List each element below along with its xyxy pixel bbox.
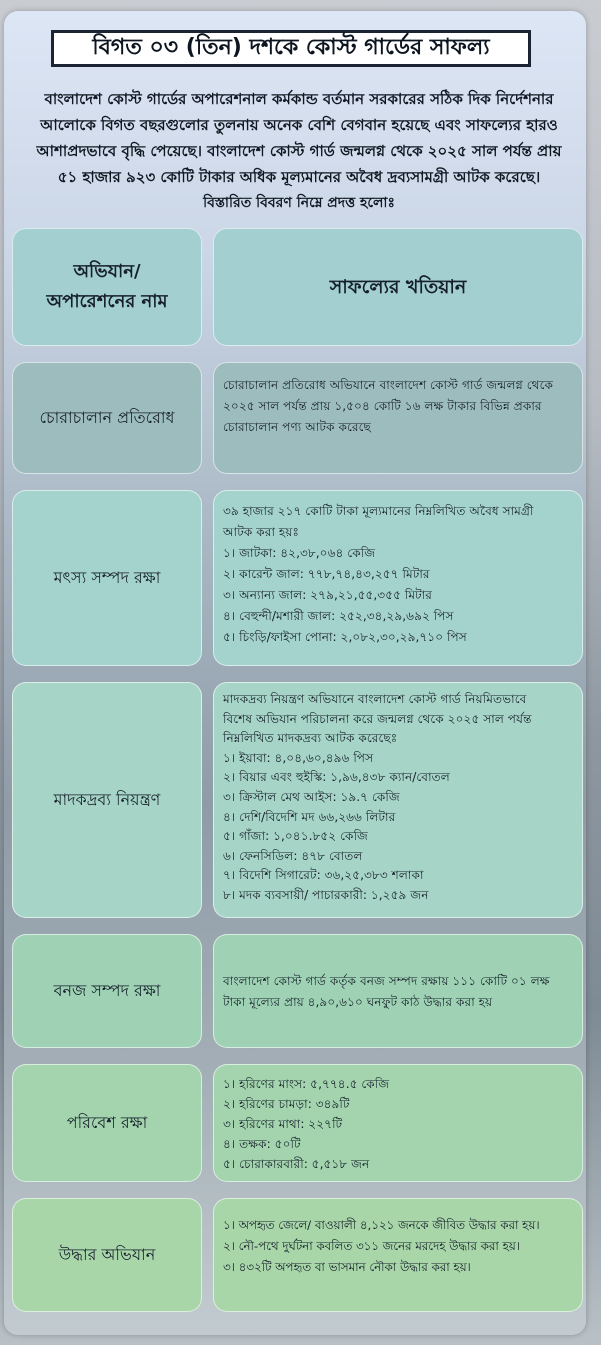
header-achievements xyxy=(213,228,583,346)
row-detail-fisheries xyxy=(213,490,583,666)
detail-line: ২। বিয়ার এবং হুইস্কি: ১,৯৬,৪৩৮ ক্যান/বোতল xyxy=(223,770,450,785)
intro-line: বিস্তারিত বিবরণ নিম্নে প্রদত্ত হলোঃ xyxy=(203,195,395,211)
detail-line: ৫। চিংড়ি/ফাইসা পোনা: ২,০৮২,৩০,২৯,৭১০ পিস xyxy=(223,630,467,644)
detail-line: ৬। ফেনসিডিল: ৪৭৮ বোতল xyxy=(223,848,363,863)
row-name-fisheries xyxy=(12,490,202,666)
detail-line: ৩। ক্রিস্টাল মেথ আইস: ১৯.৭ কেজি xyxy=(223,789,400,804)
header-operation-name xyxy=(12,228,202,346)
detail-line: চোরাচালান প্রতিরোধ অভিযানে বাংলাদেশ কোস্ট গার্ড জন্মলগ্ন থেকে xyxy=(223,378,553,392)
row-name-label: পরিবেশ রক্ষা xyxy=(66,1112,148,1132)
detail-line: বিশেষ অভিযান পরিচালনা করে জন্মলগ্ন থেকে ২০২৫ সাল পর্যন্ত xyxy=(223,711,532,726)
row-name-label: উদ্ধার অভিযান xyxy=(58,1244,156,1264)
row-name-forest xyxy=(12,934,202,1048)
detail-line: ৫। চোরাকারবারী: ৫,৫১৮ জন xyxy=(223,1157,370,1171)
detail-line: ২। হরিণের চামড়া: ৩৪৯টি xyxy=(223,1097,350,1111)
detail-line: ১। অপহৃত জেলে/ বাওয়ালী ৪,১২১ জনকে জীবিত উদ্ধার করা হয়। xyxy=(223,1218,540,1232)
row-name-label: মৎস্য সম্পদ রক্ষা xyxy=(53,567,161,587)
detail-line: ৩। হরিণের মাথা: ২২৭টি xyxy=(223,1117,343,1131)
detail-line: ১। ইয়াবা: ৪,০৪,৬০,৪৯৬ পিস xyxy=(223,750,374,765)
detail-line: ৮। মদক ব্যবসায়ী/ পাচারকারী: ১,২৫৯ জন xyxy=(223,887,429,902)
detail-line: আটক করা হয়ঃ xyxy=(223,525,299,539)
detail-line: নিম্নলিখিত মাদকদ্রব্য আটক করেছেঃ xyxy=(223,731,398,746)
intro-line: ৫১ হাজার ৯২৩ কোটি টাকার অধিক মূল্যমানের অবৈধ দ্রব্যসামগ্রী আটক করেছে। xyxy=(57,168,541,186)
detail-line: ৪। দেশি/বিদেশি মদ ৬৬,২৬৬ লিটার xyxy=(223,809,396,824)
intro-line: আলোকে বিগত বছরগুলোর তুলনায় অনেক বেশি বেগবান হয়েছে এবং সাফল্যের হারও xyxy=(40,116,558,134)
intro-line: বাংলাদেশ কোস্ট গার্ডের অপারেশনাল কর্মকান্ড বর্তমান সরকারের সঠিক দিক নির্দেশনার xyxy=(44,90,554,108)
row-name-label: মাদকদ্রব্য নিয়ন্ত্রণ xyxy=(53,789,161,809)
intro-line: আশাপ্রদভাবে বৃদ্ধি পেয়েছে। বাংলাদেশ কোস্ট গার্ড জন্মলগ্ন থেকে ২০২৫ সাল পর্যন্ত প্রায় xyxy=(36,142,562,160)
row-name-label: চোরাচালান প্রতিরোধ xyxy=(39,407,175,427)
page-title: বিগত ০৩ (তিন) দশকে কোস্ট গার্ডের সাফল্য xyxy=(51,30,531,67)
detail-line: ৭। বিদেশি সিগারেট: ৩৬,২৫,৩৮৩ শলাকা xyxy=(223,868,424,883)
row-name-smuggling xyxy=(12,362,202,474)
detail-line: ১। জাটকা: ৪২,৩৮,০৬৪ কেজি xyxy=(223,546,376,560)
row-name-narcotics xyxy=(12,682,202,918)
header-col1-line2: অপারেশনের নাম xyxy=(46,291,168,312)
detail-line: ১। হরিণের মাংস: ৫,৭৭৪.৫ কেজি xyxy=(223,1077,390,1091)
detail-line: টাকা মূল্যের প্রায় ৪,৯০,৬১০ ঘনফুট কাঠ উদ্ধার করা হয় xyxy=(223,995,493,1009)
row-detail-environment xyxy=(213,1064,583,1182)
detail-line: ৪। বেহুন্দী/মশারী জাল: ২৫২,৩৪,২৯,৬৯২ পিস xyxy=(223,609,454,623)
row-name-label: বনজ সম্পদ রক্ষা xyxy=(53,980,161,1000)
detail-line: ২। কারেন্ট জাল: ৭৭৮,৭৪,৪৩,২৫৭ মিটার xyxy=(223,567,430,581)
row-name-environment xyxy=(12,1064,202,1182)
detail-line: ৫। গাঁজা: ১,০৪১.৮৫২ কেজি xyxy=(223,829,368,844)
row-detail-rescue xyxy=(213,1198,583,1312)
row-detail-narcotics xyxy=(213,682,583,918)
detail-line: মাদকদ্রব্য নিয়ন্ত্রণ অভিযানে বাংলাদেশ কোস্ট গার্ড নিয়মিতভাবে xyxy=(223,692,527,706)
detail-line: ৩। ৪৩২টি অপহৃত বা ভাসমান নৌকা উদ্ধার করা হয়। xyxy=(223,1260,471,1274)
detail-line: চোরাচালান পণ্য আটক করেছে xyxy=(223,420,371,434)
detail-line: ৪। তক্ষক: ৫০টি xyxy=(223,1137,301,1151)
detail-line: বাংলাদেশ কোস্ট গার্ড কর্তৃক বনজ সম্পদ রক্ষায় ১১১ কোটি ০১ লক্ষ xyxy=(223,974,550,988)
detail-line: ২। নৌ-পথে দুর্ঘটনা কবলিত ৩১১ জনের মরদেহ উদ্ধার করা হয়। xyxy=(223,1239,520,1253)
detail-line: ৩৯ হাজার ২১৭ কোটি টাকা মূল্যমানের নিম্নলিখিত অবৈধ সামগ্রী xyxy=(223,504,534,518)
header-col2-label: সাফল্যের খতিয়ান xyxy=(329,275,467,298)
header-col1-line1: অভিযান/ xyxy=(73,261,141,282)
row-name-rescue xyxy=(12,1198,202,1312)
row-detail-forest xyxy=(213,934,583,1048)
detail-line: ২০২৫ সাল পর্যন্ত প্রায় ১,৫০৪ কোটি ১৬ লক্ষ টাকার বিভিন্ন প্রকার xyxy=(223,399,542,413)
detail-line: ৩। অন্যান্য জাল: ২৭৯,২১,৫৫,৩৫৫ মিটার xyxy=(223,588,433,602)
row-detail-smuggling xyxy=(213,362,583,474)
intro-paragraph xyxy=(14,86,584,216)
